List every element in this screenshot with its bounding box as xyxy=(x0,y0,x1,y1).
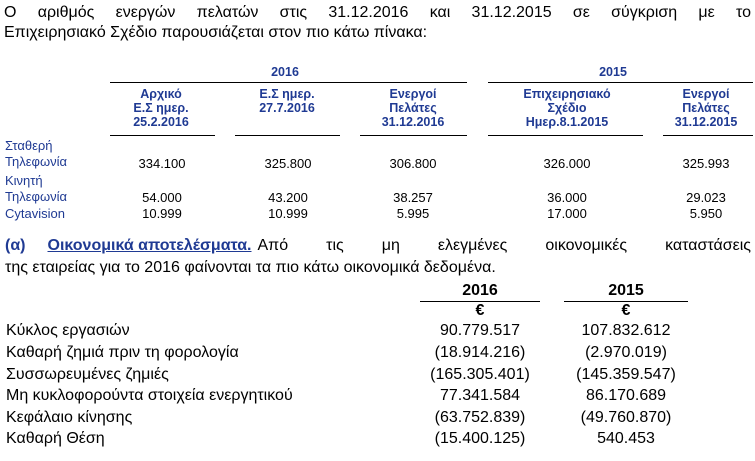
fin-label-turnover: Κύκλος εργασιών xyxy=(6,322,130,339)
fin-2016-accumulated-losses: (165.305.401) xyxy=(430,366,530,383)
row-label-mobile-telephony: Κινητή Τηλεφωνία xyxy=(5,173,67,204)
fin-2015-working-capital: (49.760.870) xyxy=(580,409,672,426)
cell-mobile-c5: 29.023 xyxy=(686,190,726,205)
row-label-cytavision: Cytavision xyxy=(5,206,65,221)
fin-2016-net-loss: (18.914.216) xyxy=(434,344,526,361)
cell-mobile-c2: 43.200 xyxy=(268,190,308,205)
fin-year-2015: 2015 xyxy=(608,282,644,299)
cell-cytavision-c4: 17.000 xyxy=(547,206,587,221)
fin-2016-turnover: 90.779.517 xyxy=(439,322,521,339)
cell-cytavision-c1: 10.999 xyxy=(142,206,182,221)
rule-col-1 xyxy=(110,135,215,136)
rule-col-2 xyxy=(235,135,340,136)
fin-2016-net-position: (15.400.125) xyxy=(434,430,526,447)
fin-2015-net-position: 540.453 xyxy=(597,430,655,447)
cell-mobile-c3: 38.257 xyxy=(393,190,433,205)
cell-fixed-c2: 325.800 xyxy=(264,156,312,171)
rule-col-4 xyxy=(488,135,643,136)
row-label-fixed-telephony: Σταθερή Τηλεφωνία xyxy=(5,138,67,169)
fin-2016-working-capital: (63.752.839) xyxy=(434,409,526,426)
col-header-active-2016: Ενεργοί Πελάτες 31.12.2016 xyxy=(381,87,445,129)
fin-2015-turnover: 107.832.612 xyxy=(581,322,671,339)
section-a-line-1 xyxy=(5,236,751,256)
intro-line-1: Ο αριθμός ενεργών πελατών στις 31.12.2016 και 31.12.2015 σε σύγκριση με το xyxy=(4,4,751,21)
section-a-title: Οικονομικά αποτελέσματα. xyxy=(47,237,252,254)
cell-mobile-c1: 54.000 xyxy=(142,190,182,205)
rule-col-3 xyxy=(360,135,467,136)
intro-line-2: Επιχειρησιακό Σχέδιο παρουσιάζεται στον πιο κάτω πίνακα: xyxy=(4,24,428,41)
fin-label-non-current-assets: Μη κυκλοφορούντα στοιχεία ενεργητικού xyxy=(6,387,293,404)
fin-label-net-loss: Καθαρή ζημιά πριν τη φορολογία xyxy=(6,344,239,361)
fin-2016-non-current-assets: 77.341.584 xyxy=(439,387,521,404)
cell-mobile-c4: 36.000 xyxy=(547,190,587,205)
col-header-business-plan-2015: Επιχειρησιακό Σχέδιο Ημερ.8.1.2015 xyxy=(523,87,611,129)
fin-label-accumulated-losses: Συσσωρευμένες ζημιές xyxy=(6,366,169,383)
fin-label-working-capital: Κεφάλαιο κίνησης xyxy=(6,409,133,426)
rule-2015-group xyxy=(488,82,753,83)
rule-2016-group xyxy=(110,82,467,83)
fin-currency-2016: € xyxy=(475,302,485,319)
cell-cytavision-c5: 5.950 xyxy=(689,206,723,221)
section-a-marker: (α) xyxy=(5,237,26,254)
cell-fixed-c4: 326.000 xyxy=(543,156,591,171)
cell-fixed-c5: 325.993 xyxy=(682,156,730,171)
cell-cytavision-c2: 10.999 xyxy=(268,206,308,221)
rule-col-5 xyxy=(663,135,753,136)
fin-currency-2015: € xyxy=(621,302,631,319)
col-header-active-2015: Ενεργοί Πελάτες 31.12.2015 xyxy=(674,87,738,129)
year-header-2016: 2016 xyxy=(271,65,299,79)
fin-2015-net-loss: (2.970.019) xyxy=(585,344,667,361)
col-header-initial-plan: Αρχικό Ε.Σ ημερ. 25.2.2016 xyxy=(133,87,189,129)
fin-year-2016: 2016 xyxy=(462,282,498,299)
col-header-revised-plan: Ε.Σ ημερ. 27.7.2016 xyxy=(259,87,315,115)
section-a-text-1: Από τις μη ελεγμένες οικονομικές καταστάσεις xyxy=(257,237,751,254)
cell-fixed-c3: 306.800 xyxy=(389,156,437,171)
fin-label-net-position: Καθαρή Θέση xyxy=(6,430,105,447)
fin-2015-non-current-assets: 86.170.689 xyxy=(585,387,667,404)
cell-cytavision-c3: 5.995 xyxy=(396,206,430,221)
fin-2015-accumulated-losses: (145.359.547) xyxy=(576,366,676,383)
section-a-text-2: της εταιρείας για το 2016 φαίνονται τα πιο κάτω οικονομικά δεδομένα. xyxy=(5,259,496,276)
cell-fixed-c1: 334.100 xyxy=(138,156,186,171)
year-header-2015: 2015 xyxy=(599,65,627,79)
